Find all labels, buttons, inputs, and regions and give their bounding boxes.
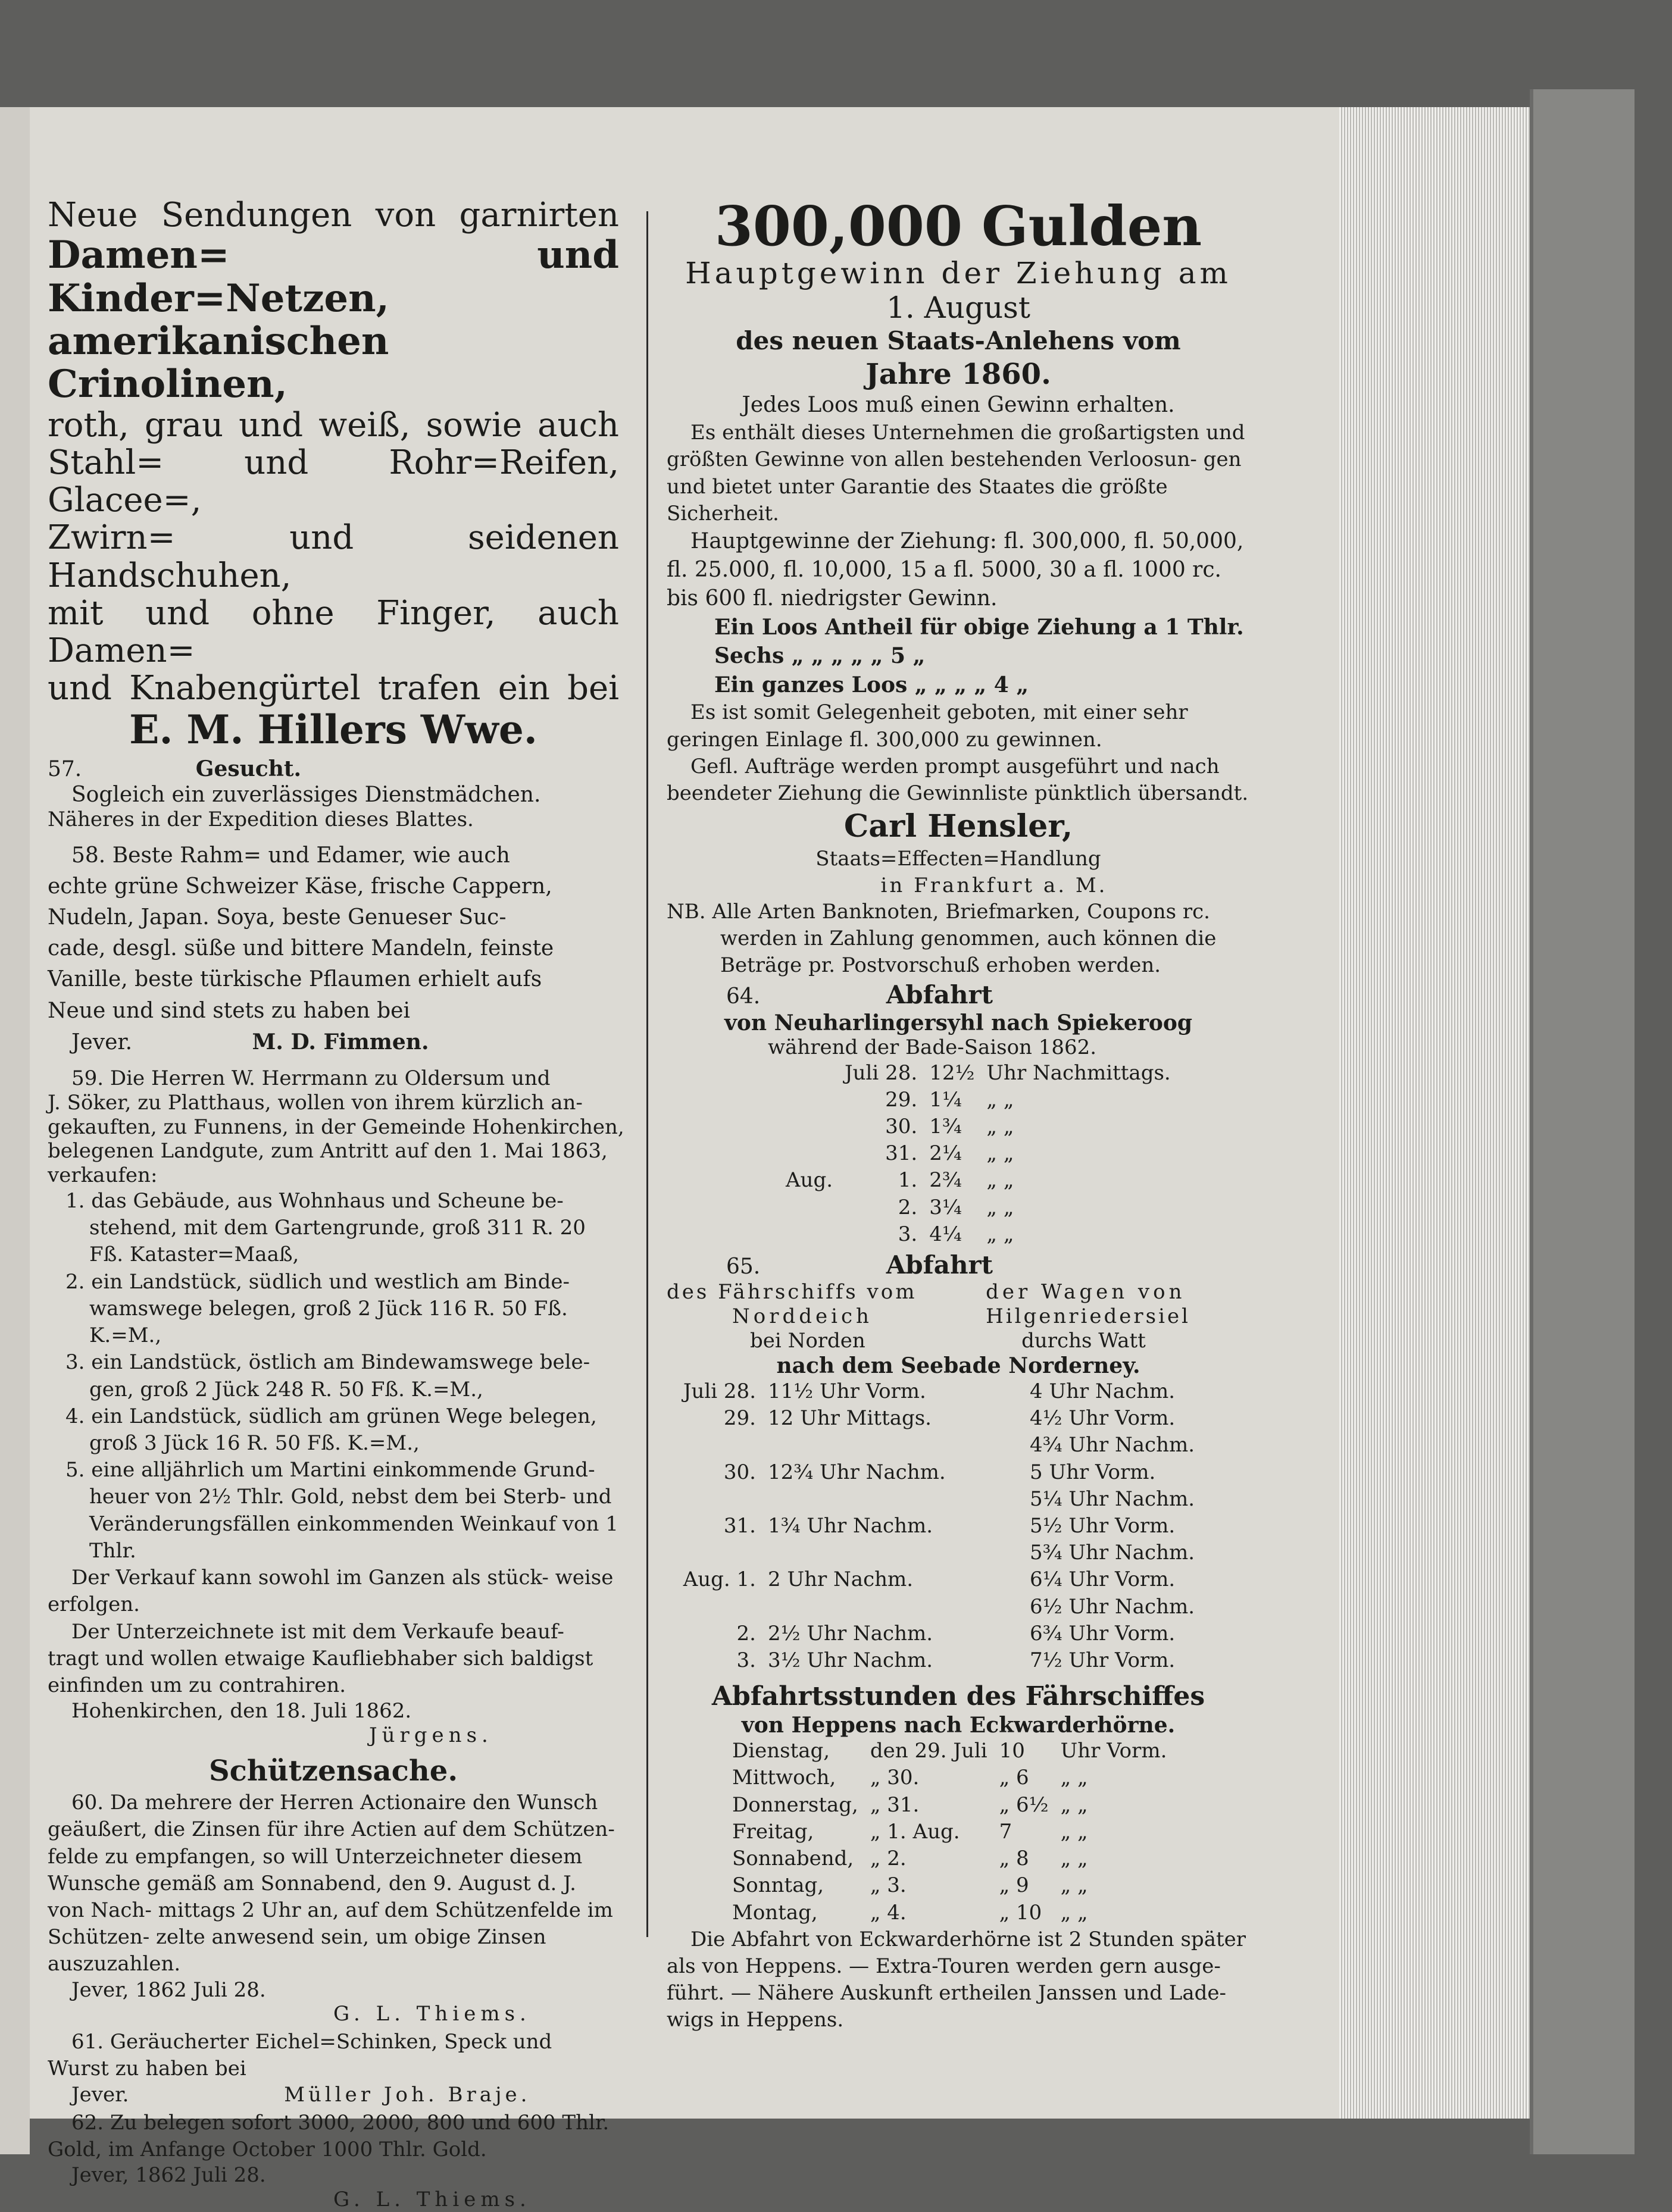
lottery-subtitle: 1. August: [886, 290, 1030, 325]
ad-line: gekauften, zu Funnens, in der Gemeinde Hohenkirchen,: [48, 1115, 624, 1139]
table-cell: den 29. Juli: [870, 1739, 987, 1763]
table-cell: „ 31.: [870, 1792, 920, 1817]
route-line: von Neuharlingersyhl nach Spiekeroog: [724, 1010, 1193, 1035]
left-column: [48, 196, 624, 2212]
table-cell: [780, 1221, 839, 1248]
table-cell: „ 3.: [870, 1873, 907, 1898]
ad-line: mit und ohne Finger, auch Damen=: [48, 593, 619, 671]
table-cell: „ „: [986, 1195, 1014, 1219]
table-row: [780, 1113, 1177, 1140]
ad-paragraph: 61. Geräucherter Eichel=Schinken, Speck und Wurst zu haben bei: [48, 2030, 552, 2081]
ad-paragraph: 60. Da mehrere der Herren Actionaire den Wunsch geäußert, die Zinsen für ihre Actien auf dem Schützen- felde zu empfangen, so will Unterzeichneter diesem Wunsche gemäß am Sonnabend, den 9. August d. J. von Nach- mittags 2 Uhr an, auf dem Schützenfelde im Schützen- zelte anwesend sein, um obige Zinsen auszuzahlen.: [48, 1791, 615, 1976]
ad-lottery: [667, 196, 1250, 979]
table-cell: „ „: [986, 1168, 1014, 1193]
table-cell: Donnerstag,: [732, 1792, 858, 1817]
ad-paragraph: Es ist somit Gelegenheit geboten, mit einer sehr geringen Einlage fl. 300,000 zu gewinnen.: [667, 700, 1188, 752]
lottery-subtitle: Jahre 1860.: [865, 357, 1051, 391]
ad-signature: Jürgens.: [369, 1723, 493, 1747]
ad-line: 59. Die Herren W. Herrmann zu Oldersum und: [71, 1066, 551, 1091]
table-row: [780, 1167, 1177, 1194]
ad-65: [667, 1250, 1250, 1674]
previous-page-edge: [0, 107, 30, 2154]
ad-61: [48, 2029, 619, 2107]
table-row: [726, 1872, 1173, 1899]
table-row: [780, 1221, 1177, 1248]
table-cell: „ „: [986, 1222, 1014, 1246]
table-cell: 3.: [898, 1222, 918, 1246]
left-header: [667, 1280, 917, 1353]
table-cell: Aug.: [786, 1168, 833, 1193]
right-header: [986, 1280, 1190, 1353]
table-cell: 2¼: [929, 1141, 962, 1166]
destination-line: nach dem Seebade Norderney.: [776, 1353, 1140, 1378]
ad-line: verkaufen:: [48, 1163, 158, 1188]
table-cell: 1¾ Uhr Nachm.: [768, 1513, 933, 1538]
table-row: [726, 1819, 1173, 1845]
ad-line: Damen= und Kinder=Netzen,: [48, 233, 619, 321]
ad-62: [48, 2110, 619, 2212]
table-cell: „ 10: [999, 1900, 1042, 1925]
page-stack-edge: [1339, 107, 1530, 2119]
table-row: [667, 1647, 1201, 1674]
table-cell: 5¼ Uhr Nachm.: [1030, 1487, 1195, 1511]
table-row: [667, 1540, 1201, 1566]
table-cell: „ „: [1060, 1766, 1088, 1790]
table-cell: [667, 1486, 762, 1513]
book-cover: [1530, 89, 1635, 2154]
table-cell: 4¾ Uhr Nachm.: [1030, 1433, 1195, 1457]
ad-signature: G. L. Thiems.: [333, 2187, 531, 2211]
list-item: 4. ein Landstück, südlich am grünen Wege belegen, groß 3 Jück 16 R. 50 Fß. K.=M.,: [65, 1404, 597, 1455]
table-cell: [667, 1540, 762, 1566]
ad-signature: Carl Hensler,: [843, 808, 1073, 845]
table-cell: 5¾ Uhr Nachm.: [1030, 1541, 1195, 1565]
ad-heading: Abfahrtsstunden des Fährschiffes: [711, 1681, 1205, 1712]
table-row: [726, 1845, 1173, 1872]
ad-place: Jever.: [71, 1030, 133, 1055]
table-cell: [667, 1594, 762, 1620]
ad-line: roth, grau und weiß, sowie auch: [48, 405, 619, 445]
list-item: 1. das Gebäude, aus Wohnhaus und Scheune be- stehend, mit dem Gartengrunde, groß 311 R. 20 Fß. Kataster=Maaß,: [65, 1189, 586, 1267]
table-cell: 1¼: [929, 1087, 962, 1112]
ad-ferry: [667, 1680, 1250, 2033]
ad-line: Neue und sind stets zu haben bei: [48, 998, 410, 1023]
table-row: [667, 1594, 1201, 1620]
table-cell: Sonntag,: [732, 1873, 824, 1898]
ad-line: J. Söker, zu Platthaus, wollen von ihrem kürzlich an-: [48, 1090, 583, 1115]
ad-line: Nudeln, Japan. Soya, beste Genueser Suc-: [48, 905, 507, 930]
table-cell: 2.: [898, 1195, 918, 1219]
table-cell: Uhr Nachmittags.: [986, 1060, 1171, 1085]
ad-line: echte grüne Schweizer Käse, frische Cappern,: [48, 874, 552, 899]
ad-place: Jever.: [71, 2082, 129, 2107]
table-cell: „ 6: [999, 1766, 1029, 1790]
table-row: [667, 1405, 1201, 1432]
table-row: [726, 1738, 1173, 1764]
ad-line: belegenen Landgute, zum Antritt auf den 1. Mai 1863,: [48, 1139, 608, 1163]
table-cell: Juli 28.: [683, 1379, 756, 1403]
table-cell: 1.: [898, 1168, 918, 1193]
header-line: der Wagen von: [986, 1280, 1186, 1304]
table-row: [780, 1140, 1177, 1167]
ad-paragraph: Es enthält dieses Unternehmen die großartigsten und größten Gewinne von allen bestehenden Verloosun- gen und bietet unter Garantie des Staates die größte Sicherheit.: [667, 421, 1245, 525]
ad-signature: M. D. Fimmen.: [252, 1029, 429, 1055]
header-line: bei Norden: [750, 1329, 865, 1353]
table-row: [780, 1087, 1177, 1113]
table-cell: Mittwoch,: [732, 1766, 836, 1790]
ad-line: cade, desgl. süße und bittere Mandeln, feinste: [48, 936, 554, 961]
table-cell: 2 Uhr Nachm.: [768, 1568, 914, 1592]
ad-number: 65.: [726, 1254, 761, 1279]
table-cell: [667, 1432, 762, 1459]
ad-paragraph: Der Unterzeichnete ist mit dem Verkaufe beauf- tragt und wollen etwaige Kaufliebhaber sich baldigst einfinden um zu contrahiren.: [48, 1619, 593, 1697]
ad-signature: Müller Joh. Braje.: [284, 2082, 531, 2107]
table-cell: 12½: [929, 1060, 975, 1085]
lottery-subtitle: des neuen Staats-Anlehens vom: [736, 326, 1181, 356]
ad-paragraph: Der Verkauf kann sowohl im Ganzen als stück- weise erfolgen.: [48, 1566, 614, 1617]
ad-signature: G. L. Thiems.: [333, 2002, 531, 2026]
ad-paragraph: Gefl. Aufträge werden prompt ausgeführt und nach beendeter Ziehung die Gewinnliste pünktlich übersandt.: [667, 754, 1249, 806]
table-cell: 30.: [723, 1460, 756, 1484]
ad-number: 64.: [726, 984, 761, 1009]
table-cell: 10: [999, 1739, 1025, 1763]
table-cell: 7½ Uhr Vorm.: [1030, 1648, 1176, 1673]
table-cell: 4¼: [929, 1222, 962, 1246]
table-cell: 29.: [885, 1087, 918, 1112]
table-cell: 31.: [723, 1513, 756, 1538]
table-cell: 5 Uhr Vorm.: [1030, 1460, 1156, 1484]
table-cell: „ 2.: [870, 1847, 907, 1871]
price-row: Sechs „ „ „ „ „ 5 „: [714, 643, 926, 669]
firm-line: Staats=Effecten=Handlung: [815, 847, 1101, 871]
table-cell: Sonnabend,: [732, 1847, 854, 1871]
table-cell: 12 Uhr Mittags.: [768, 1406, 932, 1431]
ad-60: [48, 1753, 619, 2027]
schedule-table: [667, 1378, 1201, 1674]
ad-57: [48, 756, 619, 832]
ad-heading: Gesucht.: [195, 756, 302, 781]
list-item: 3. ein Landstück, östlich am Bindewamswege bele- gen, groß 2 Jück 248 R. 50 Fß. K.=M.,: [65, 1350, 590, 1401]
ad-line: Vanille, beste türkische Pflaumen erhielt aufs: [48, 967, 542, 992]
table-cell: [780, 1060, 839, 1087]
table-row: [667, 1566, 1201, 1593]
table-cell: 5½ Uhr Vorm.: [1030, 1513, 1176, 1538]
ad-line: Zwirn= und seidenen Handschuhen,: [48, 518, 619, 595]
table-row: [780, 1060, 1177, 1087]
table-cell: 6¼ Uhr Vorm.: [1030, 1568, 1176, 1592]
ad-number: 57.: [48, 756, 82, 781]
table-cell: „ „: [986, 1114, 1014, 1138]
header-line: des Fährschiffs vom: [667, 1280, 917, 1304]
ad-59: [48, 1066, 624, 1748]
table-cell: „ 9: [999, 1873, 1029, 1898]
table-cell: 3½ Uhr Nachm.: [768, 1648, 933, 1673]
ad-date: Jever, 1862 Juli 28.: [71, 1978, 266, 2002]
table-row: [667, 1459, 1201, 1486]
table-cell: Uhr Vorm.: [1060, 1739, 1167, 1763]
table-row: [726, 1792, 1173, 1819]
table-cell: 6½ Uhr Nachm.: [1030, 1594, 1195, 1619]
table-cell: 11½ Uhr Vorm.: [768, 1379, 926, 1403]
ad-line: Neue Sendungen von garnirten: [48, 196, 619, 234]
ad-58: [48, 840, 619, 1058]
ad-line: Sogleich ein zuverlässiges Dienstmädchen.: [71, 782, 541, 807]
table-row: [667, 1432, 1201, 1459]
table-cell: „ 1. Aug.: [870, 1819, 960, 1844]
ad-subheading: von Heppens nach Eckwarderhörne.: [741, 1713, 1176, 1738]
schedule-table: [726, 1738, 1173, 1926]
table-cell: 30.: [885, 1114, 918, 1138]
table-cell: 4 Uhr Nachm.: [1030, 1379, 1176, 1403]
table-cell: [762, 1432, 1024, 1459]
table-cell: [780, 1087, 839, 1113]
table-row: [726, 1764, 1173, 1791]
table-row: [726, 1900, 1173, 1926]
table-row: [780, 1194, 1177, 1221]
table-cell: 2.: [736, 1621, 756, 1645]
table-cell: „ „: [986, 1141, 1014, 1166]
table-cell: 2¾: [929, 1168, 962, 1193]
table-cell: 3.: [736, 1648, 756, 1673]
table-cell: Freitag,: [732, 1819, 814, 1844]
table-cell: 1¾: [929, 1114, 962, 1138]
ad-netze: [48, 196, 619, 753]
table-row: [667, 1378, 1201, 1405]
table-cell: „ „: [986, 1087, 1014, 1112]
right-column: [667, 196, 1250, 2034]
lottery-subtitle: Jedes Loos muß einen Gewinn erhalten.: [742, 393, 1175, 418]
table-cell: [780, 1194, 839, 1221]
table-cell: [762, 1540, 1024, 1566]
ad-paragraph: NB. Alle Arten Banknoten, Briefmarken, Coupons rc. werden in Zahlung genommen, auch können die Beträge pr. Postvorschuß erhoben werden.: [667, 899, 1217, 978]
ad-date: Jever, 1862 Juli 28.: [71, 2163, 266, 2187]
table-cell: 4½ Uhr Vorm.: [1030, 1406, 1176, 1431]
table-cell: [762, 1594, 1024, 1620]
schedule-table: [780, 1060, 1177, 1249]
table-cell: 7: [999, 1819, 1012, 1844]
price-row: Ein ganzes Loos „ „ „ „ 4 „: [714, 672, 1029, 697]
table-row: [667, 1486, 1201, 1513]
table-row: [667, 1513, 1201, 1540]
season-line: während der Bade-Saison 1862.: [768, 1035, 1097, 1059]
ad-signature: E. M. Hillers Wwe.: [129, 706, 537, 753]
list-item: 5. eine alljährlich um Martini einkommende Grund- heuer von 2½ Thlr. Gold, nebst dem bei Sterb- und Veränderungsfällen einkommenden Weinkauf von 1 Thlr.: [65, 1458, 618, 1563]
table-cell: Dienstag,: [732, 1739, 830, 1763]
lottery-subtitle: Hauptgewinn der Ziehung am: [685, 256, 1232, 291]
ad-heading: Schützensache.: [208, 1754, 458, 1788]
price-row: Ein Loos Antheil für obige Ziehung a 1 Thlr.: [714, 614, 1244, 640]
ad-line: Stahl= und Rohr=Reifen, Glacee=,: [48, 443, 619, 520]
table-cell: 12¾ Uhr Nachm.: [768, 1460, 946, 1484]
table-cell: 6¾ Uhr Vorm.: [1030, 1621, 1176, 1645]
table-cell: „ „: [1060, 1847, 1088, 1871]
table-cell: [762, 1486, 1024, 1513]
table-cell: 29.: [723, 1406, 756, 1431]
table-cell: 31.: [885, 1141, 918, 1166]
table-cell: „ „: [1060, 1819, 1088, 1844]
table-cell: „ 30.: [870, 1766, 920, 1790]
table-row: [667, 1620, 1201, 1647]
table-cell: „ 4.: [870, 1900, 907, 1925]
table-cell: Juli 28.: [845, 1060, 918, 1085]
table-cell: [780, 1113, 839, 1140]
ad-line: 58. Beste Rahm= und Edamer, wie auch: [71, 843, 510, 868]
table-cell: „ 6½: [999, 1792, 1049, 1817]
ad-heading: Abfahrt: [886, 1250, 993, 1280]
ad65-headers: [667, 1280, 1190, 1353]
ad-64: [667, 980, 1250, 1248]
ad-heading: Abfahrt: [886, 980, 993, 1010]
table-cell: Montag,: [732, 1900, 818, 1925]
table-cell: „ „: [1060, 1900, 1088, 1925]
ad-line: Näheres in der Expedition dieses Blattes.: [48, 807, 474, 831]
table-cell: „ 8: [999, 1847, 1029, 1871]
header-line: durchs Watt: [1021, 1329, 1146, 1353]
ad-line: und Knabengürtel trafen ein bei: [48, 669, 619, 708]
lottery-title: 300,000 Gulden: [714, 194, 1202, 258]
ad-paragraph: 62. Zu belegen sofort 3000, 2000, 800 und 600 Thlr. Gold, im Anfange October 1000 Thlr. Gold.: [48, 2110, 610, 2161]
ad-line: amerikanischen Crinolinen,: [48, 318, 389, 407]
ad-date: Hohenkirchen, den 18. Juli 1862.: [71, 1699, 412, 1723]
table-cell: „ „: [1060, 1873, 1088, 1898]
table-cell: „ „: [1060, 1792, 1088, 1817]
table-cell: 3¼: [929, 1195, 962, 1219]
header-line: Hilgenriedersiel: [986, 1304, 1190, 1329]
list-item: 2. ein Landstück, südlich und westlich am Binde- wamswege belegen, groß 2 Jück 116 R. 50 Fß. K.=M.,: [65, 1269, 570, 1348]
column-rule: [646, 211, 648, 1937]
header-line: Norddeich: [732, 1304, 873, 1329]
firm-line: in Frankfurt a. M.: [880, 873, 1108, 897]
table-cell: 2½ Uhr Nachm.: [768, 1621, 933, 1645]
table-cell: [780, 1140, 839, 1167]
ad-paragraph: Hauptgewinne der Ziehung: fl. 300,000, fl. 50,000, fl. 25.000, fl. 10,000, 15 a fl. 5000, 30 a fl. 1000 rc. bis 600 fl. niedrigster Gewinn.: [667, 529, 1244, 611]
table-cell: Aug. 1.: [683, 1568, 756, 1592]
ad-paragraph: Die Abfahrt von Eckwarderhörne ist 2 Stunden später als von Heppens. — Extra-Touren werden gern ausge- führt. — Nähere Auskunft ertheilen Janssen und Lade- wigs in Heppens.: [667, 1927, 1246, 2032]
